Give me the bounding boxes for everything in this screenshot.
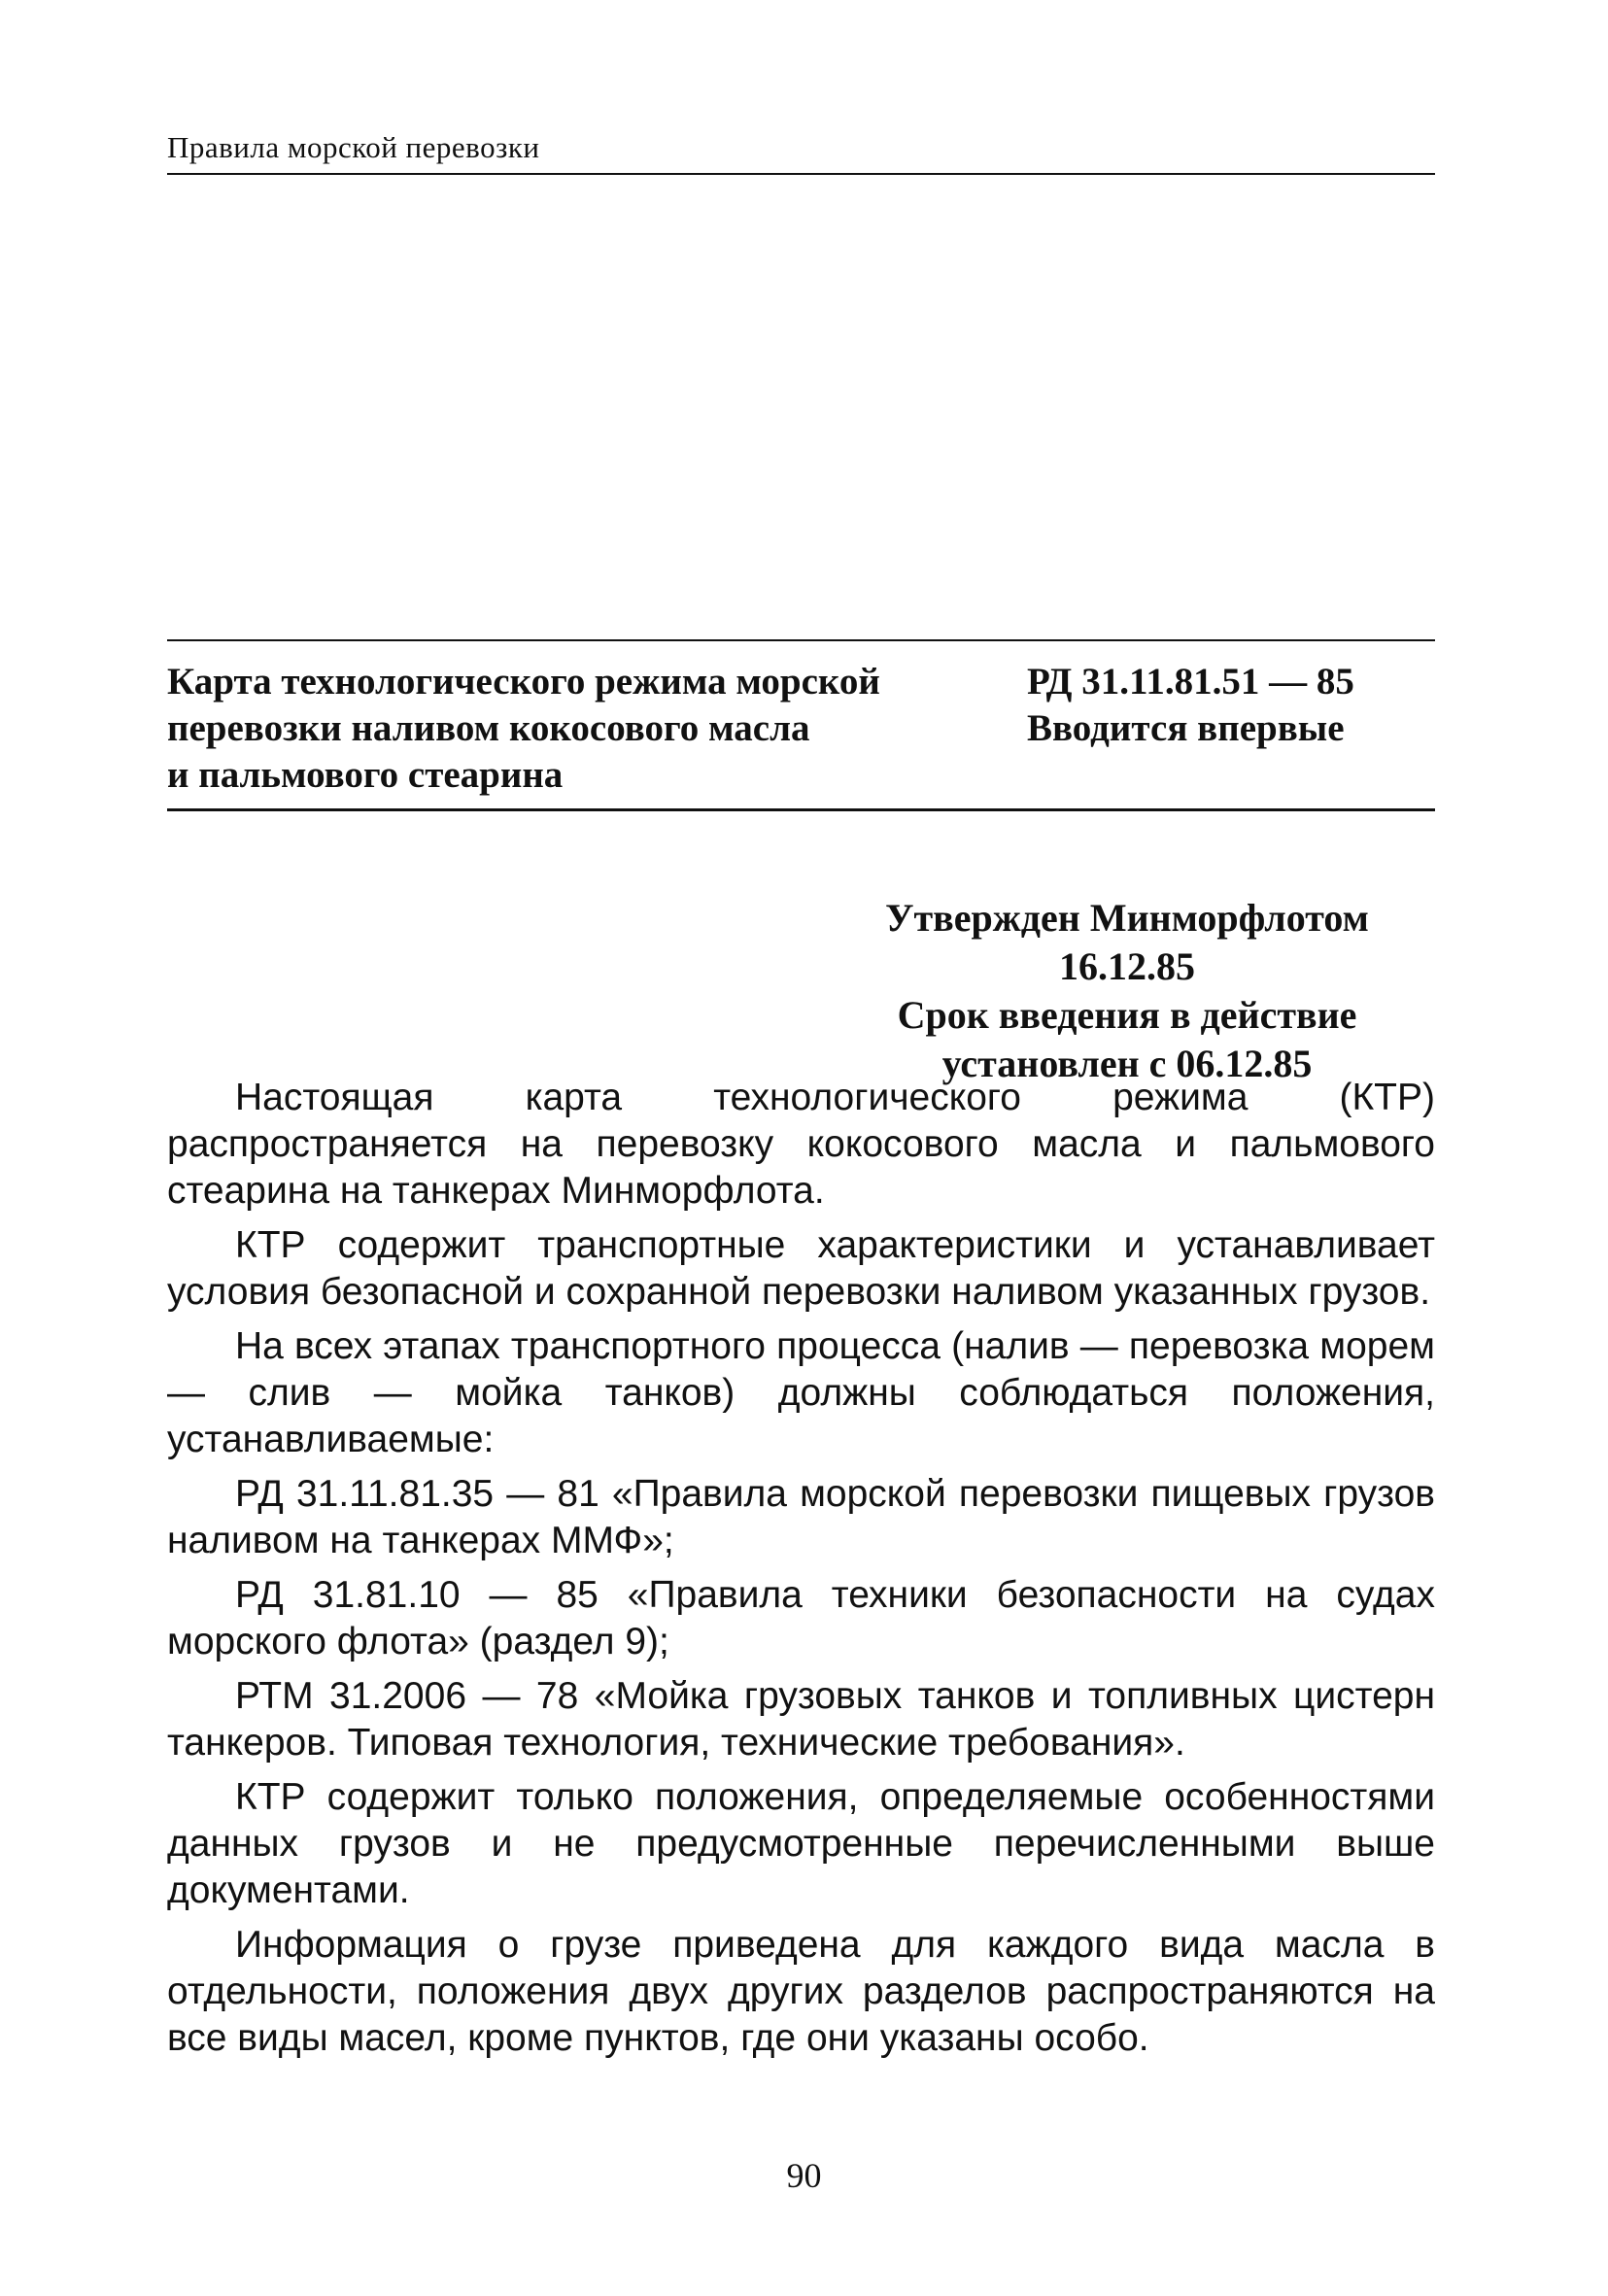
paragraph: КТР содержит только положения, определяемые особенностями данных грузов и не предусмотренные перечисленными выше документами.: [167, 1776, 1435, 1911]
title-line: Карта технологического режима морской: [167, 661, 880, 703]
paragraph: Настоящая карта технологического режима (КТР) распространяется на перевозку кокосового масла и пальмового стеарина на танкерах Минморфлота.: [167, 1077, 1435, 1212]
body-text: [167, 1075, 1435, 2070]
title-line: и пальмового стеарина: [167, 754, 564, 796]
paragraph: РТМ 31.2006 — 78 «Мойка грузовых танков и топливных цистерн танкеров. Типовая технология, технические требования».: [167, 1675, 1435, 1764]
doc-status: Вводится впервые: [1027, 707, 1345, 749]
document-title-block: [167, 639, 1435, 811]
page-number: 90: [786, 2156, 822, 2195]
document-title: [167, 659, 1012, 799]
approval-block: [836, 894, 1419, 1088]
title-line: перевозки наливом кокосового масла: [167, 707, 810, 749]
approval-line: Срок введения в действие: [897, 993, 1357, 1037]
paragraph: На всех этапах транспортного процесса (налив — перевозка морем — слив — мойка танков) должны соблюдаться положения, устанавливаемые:: [167, 1325, 1435, 1460]
paragraph: РД 31.11.81.35 — 81 «Правила морской перевозки пищевых грузов наливом на танкерах ММФ»;: [167, 1473, 1435, 1561]
paragraph: КТР содержит транспортные характеристики и устанавливает условия безопасной и сохранной перевозки наливом указанных грузов.: [167, 1224, 1435, 1313]
document-designation: [1027, 659, 1435, 799]
approval-line: установлен с 06.12.85: [941, 1042, 1313, 1085]
approval-line: 16.12.85: [1059, 944, 1195, 988]
approval-line: Утвержден Минморфлотом: [885, 896, 1369, 940]
doc-code: РД 31.11.81.51 — 85: [1027, 661, 1354, 703]
running-head: Правила морской перевозки: [167, 130, 1435, 175]
paragraph: РД 31.81.10 — 85 «Правила техники безопасности на судах морского флота» (раздел 9);: [167, 1574, 1435, 1662]
paragraph: Информация о грузе приведена для каждого вида масла в отдельности, положения двух других разделов распространяются на все виды масел, кроме пунктов, где они указаны особо.: [167, 1924, 1435, 2059]
